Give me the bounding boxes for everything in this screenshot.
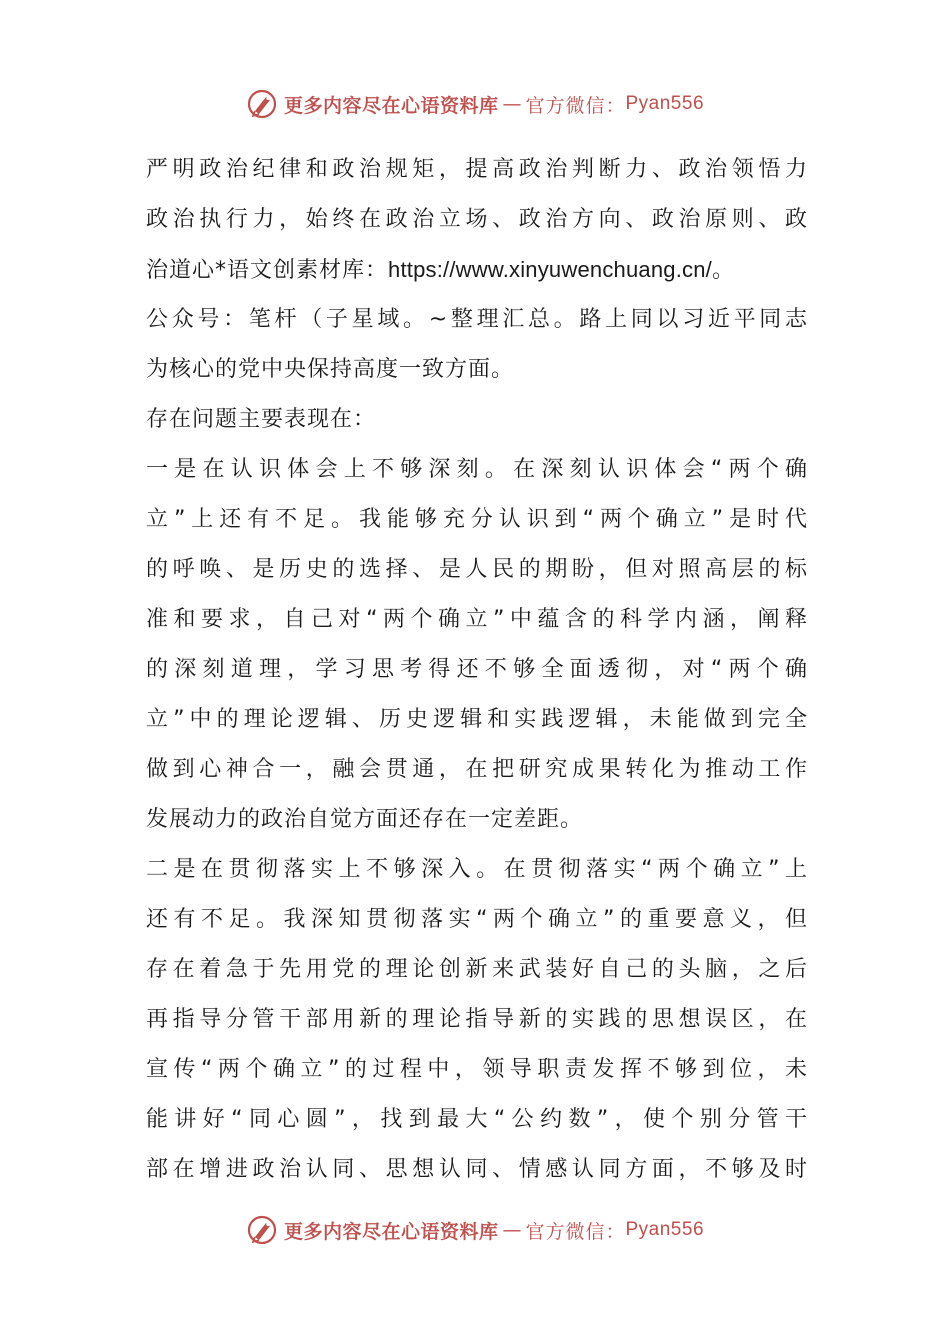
text-line: 的呼唤、是历史的选择、是人民的期盼，但对照高层的标: [146, 557, 808, 582]
document-body: [146, 145, 808, 1195]
header-banner: [0, 84, 950, 124]
banner-wechat-handle: Pyan556: [625, 93, 705, 114]
footer-banner: [0, 1210, 950, 1250]
banner-wechat-label: 官方微信：: [525, 94, 626, 117]
banner-dash: —: [502, 1219, 522, 1241]
pen-logo-icon: [246, 1214, 278, 1246]
text-line: 再指导分管干部用新的理论指导新的实践的思想误区，在: [146, 1007, 808, 1032]
text-line: 存在问题主要表现在：: [146, 407, 377, 432]
pen-logo-icon: [246, 88, 278, 120]
banner-title: 更多内容尽在心语资料库: [283, 1220, 499, 1243]
text-segment: 。: [711, 258, 735, 283]
text-segment: 治道心*语文创素材库：: [146, 258, 389, 283]
banner-wechat-handle: Pyan556: [625, 1219, 705, 1240]
text-line: 二是在贯彻落实上不够深入。在贯彻落实“两个确立”上: [146, 857, 808, 882]
banner-dash: —: [502, 93, 522, 115]
text-line: 还有不足。我深知贯彻落实“两个确立”的重要意义，但: [146, 907, 808, 932]
website-link[interactable]: https://www.xinyuwenchuang.cn/: [388, 257, 712, 282]
text-line: 政治执行力，始终在政治立场、政治方向、政治原则、政: [146, 207, 808, 232]
banner-title: 更多内容尽在心语资料库: [283, 94, 499, 117]
text-line: 公众号：笔杆（子星域。~整理汇总。路上同以习近平同志: [146, 307, 808, 332]
text-line: 严明政治纪律和政治规矩，提高政治判断力、政治领悟力: [146, 157, 808, 182]
text-line: 存在着急于先用党的理论创新来武装好自己的头脑，之后: [146, 957, 808, 982]
text-line: 做到心神合一，融会贯通，在把研究成果转化为推动工作: [146, 757, 808, 782]
text-line: 部在增进政治认同、思想认同、情感认同方面，不够及时: [146, 1157, 808, 1182]
text-line: 发展动力的政治自觉方面还存在一定差距。: [146, 807, 584, 832]
text-line: 立”中的理论逻辑、历史逻辑和实践逻辑，未能做到完全: [146, 707, 808, 732]
text-line: 立”上还有不足。我能够充分认识到“两个确立”是时代: [146, 507, 808, 532]
text-line: 宣传“两个确立”的过程中，领导职责发挥不够到位，未: [146, 1057, 808, 1082]
banner-wechat-label: 官方微信：: [525, 1220, 626, 1243]
text-line: 的深刻道理，学习思考得还不够全面透彻，对“两个确: [146, 657, 808, 682]
text-line: 准和要求，自己对“两个确立”中蕴含的科学内涵，阐释: [146, 607, 808, 632]
text-line: 能讲好“同心圆”，找到最大“公约数”，使个别分管干: [146, 1107, 808, 1132]
text-line: 为核心的党中央保持高度一致方面。: [146, 357, 515, 382]
text-line: [146, 245, 808, 295]
text-line: 一是在认识体会上不够深刻。在深刻认识体会“两个确: [146, 457, 808, 482]
